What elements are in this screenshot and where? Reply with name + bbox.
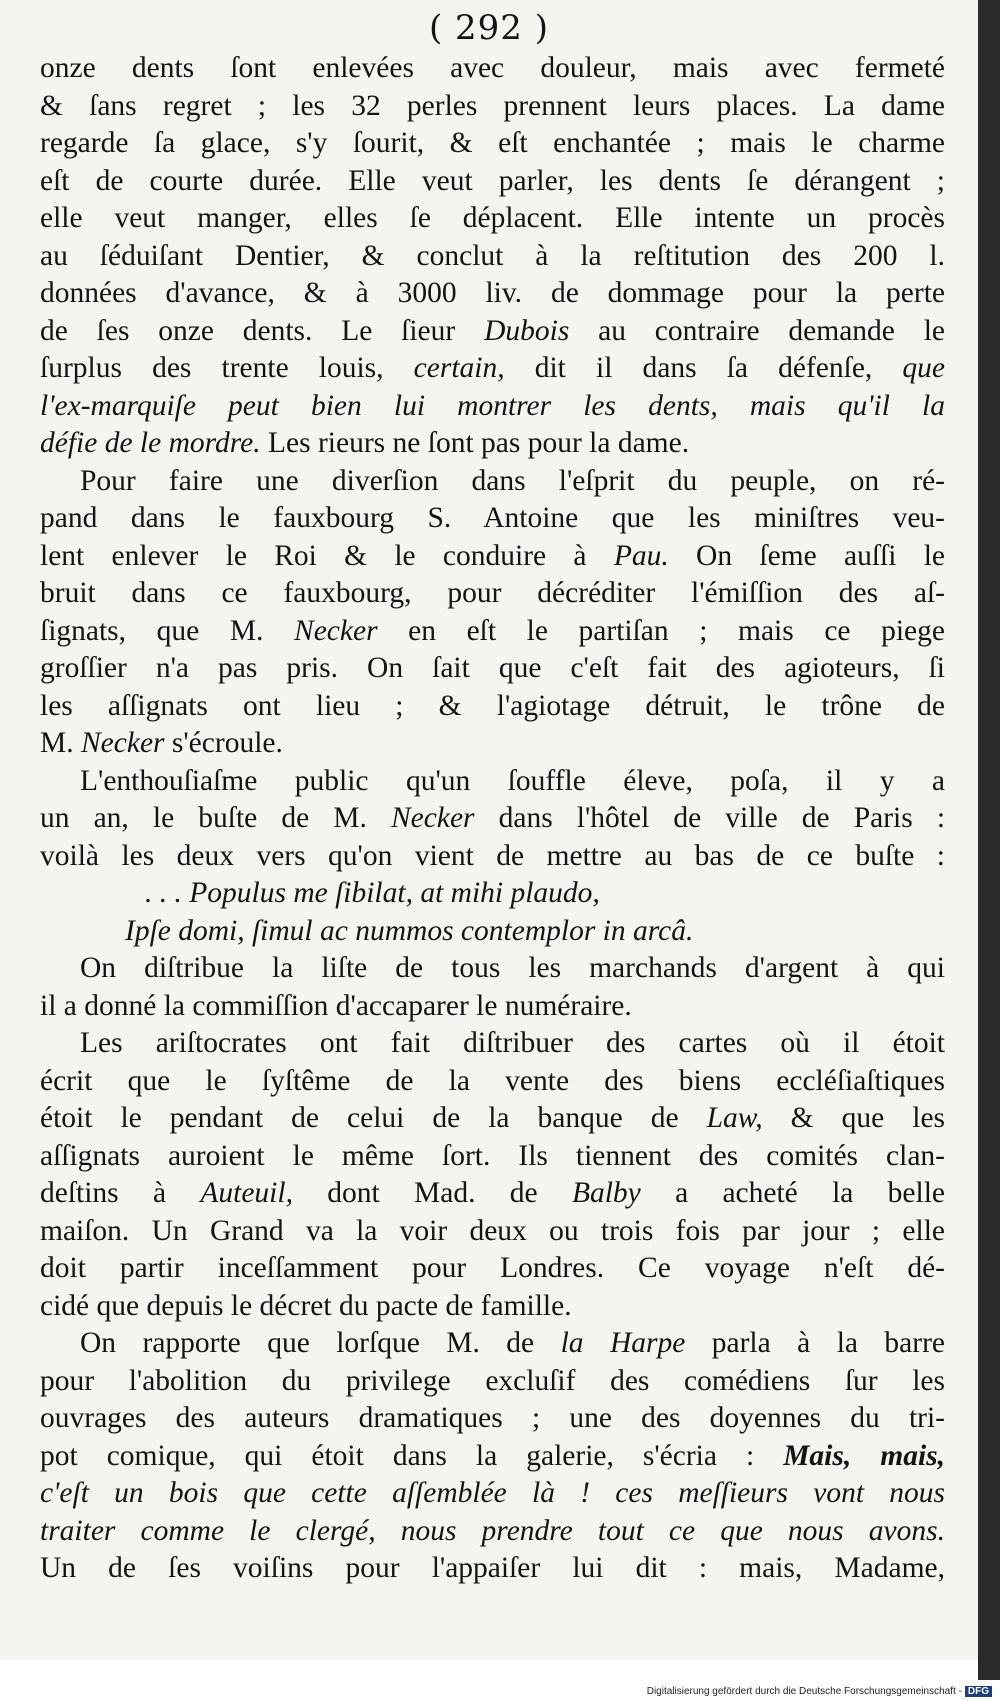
page-text bbox=[40, 50, 945, 1588]
text-line: Un de ſes voiſins pour l'appaiſer lui dit : mais, Madame, bbox=[40, 1552, 945, 1584]
text-line: ouvrages des auteurs dramatiques ; une des doyennes du tri- bbox=[40, 1402, 945, 1434]
text-line: maiſon. Un Grand va la voir deux ou trois fois par jour ; elle bbox=[40, 1214, 945, 1247]
text-line: de ſes onze dents. Le ſieur Dubois au contraire demande le bbox=[40, 314, 946, 347]
text-line: un an, le buſte de M. Necker dans l'hôtel de ville de Paris : bbox=[40, 802, 946, 834]
text-line: il a donné la commiſſion d'accaparer le numéraire. bbox=[40, 989, 632, 1022]
text-line: données d'avance, & à 3000 liv. de dommage pour la perte bbox=[40, 277, 945, 309]
page-number: ( 292 ) bbox=[428, 8, 550, 48]
text-line: Les ariſtocrates ont fait diſtribuer des cartes où il étoit bbox=[80, 1027, 945, 1059]
text-line: eſt de courte durée. Elle veut parler, les dents ſe dérangent ; bbox=[40, 164, 945, 197]
text-line: traiter comme le clergé, nous prendre tout ce que nous avons. bbox=[40, 1514, 945, 1547]
text-line: regarde ſa glace, s'y ſourit, & eſt enchantée ; mais le charme bbox=[40, 127, 945, 159]
text-line: onze dents ſont enlevées avec douleur, mais avec fermeté bbox=[40, 52, 945, 84]
text-line: & ſans regret ; les 32 perles prennent leurs places. La dame bbox=[40, 89, 945, 122]
text-line: aſſignats auroient le même ſort. Ils tiennent des comités clan- bbox=[40, 1139, 945, 1172]
text-line: ſignats, que M. Necker en eſt le partiſan ; mais ce piege bbox=[40, 614, 945, 647]
text-line: étoit le pendant de celui de la banque de Law, & que les bbox=[40, 1102, 946, 1134]
text-line: lent enlever le Roi & le conduire à Pau. On ſeme auſſi le bbox=[40, 539, 946, 572]
verse-line: . . . Populus me ſibilat, at mihi plaudo, bbox=[145, 877, 600, 909]
text-line: L'enthouſiaſme public qu'un ſouffle éleve, poſa, il y a bbox=[80, 764, 945, 797]
text-line: bruit dans ce fauxbourg, pour décréditer l'émiſſion des aſ- bbox=[40, 577, 945, 609]
text-line: c'eſt un bois que cette aſſemblée là ! ces meſſieurs vont nous bbox=[40, 1477, 945, 1509]
text-line: pour l'abolition du privilege excluſif des comédiens ſur les bbox=[40, 1364, 945, 1397]
text-line: On rapporte que lorſque M. de la Harpe parla à la barre bbox=[80, 1327, 945, 1359]
dfg-logo: DFG bbox=[965, 1686, 992, 1697]
scan-edge-shadow bbox=[978, 0, 1000, 1680]
credit-text: Digitalisierung gefördert durch die Deutsche Forschungsgemeinschaft - bbox=[646, 1686, 962, 1697]
text-line: pot comique, qui étoit dans la galerie, s'écria : Mais, mais, bbox=[40, 1439, 945, 1472]
text-line: On diſtribue la liſte de tous les marchands d'argent à qui bbox=[80, 952, 945, 984]
text-line: l'ex-marquiſe peut bien lui montrer les dents, mais qu'il la bbox=[40, 389, 945, 422]
text-line: doit partir inceſſamment pour Londres. Ce voyage n'eſt dé- bbox=[40, 1252, 945, 1284]
text-line: deſtins à Auteuil, dont Mad. de Balby a acheté la belle bbox=[40, 1177, 946, 1209]
text-line: au ſéduiſant Dentier, & conclut à la reſtitution des 200 l. bbox=[40, 239, 945, 272]
text-line: cidé que depuis le décret du pacte de famille. bbox=[40, 1289, 572, 1322]
text-line: M. Necker s'écroule. bbox=[40, 727, 283, 759]
text-line: elle veut manger, elles ſe déplacent. Elle intente un procès bbox=[40, 202, 945, 234]
text-line: groſſier n'a pas pris. On ſait que c'eſt fait des agioteurs, ſi bbox=[40, 652, 945, 684]
text-line: ſurplus des trente louis, certain, dit il dans ſa défenſe, que bbox=[40, 352, 946, 384]
verse-line: Ipſe domi, ſimul ac nummos contemplor in arcâ. bbox=[125, 914, 694, 947]
text-line: les aſſignats ont lieu ; & l'agiotage détruit, le trône de bbox=[40, 689, 945, 722]
text-line: pand dans le fauxbourg S. Antoine que les miniſtres veu- bbox=[40, 502, 945, 534]
text-line: Pour faire une diverſion dans l'eſprit du peuple, on ré- bbox=[80, 464, 945, 497]
text-line: défie de le mordre. Les rieurs ne ſont pas pour la dame. bbox=[40, 427, 690, 459]
digitization-credit bbox=[647, 1686, 992, 1697]
text-line: écrit que le ſyſtême de la vente des biens eccléſiaſtiques bbox=[40, 1064, 945, 1097]
text-line: voilà les deux vers qu'on vient de mettre au bas de ce buſte : bbox=[40, 839, 945, 872]
